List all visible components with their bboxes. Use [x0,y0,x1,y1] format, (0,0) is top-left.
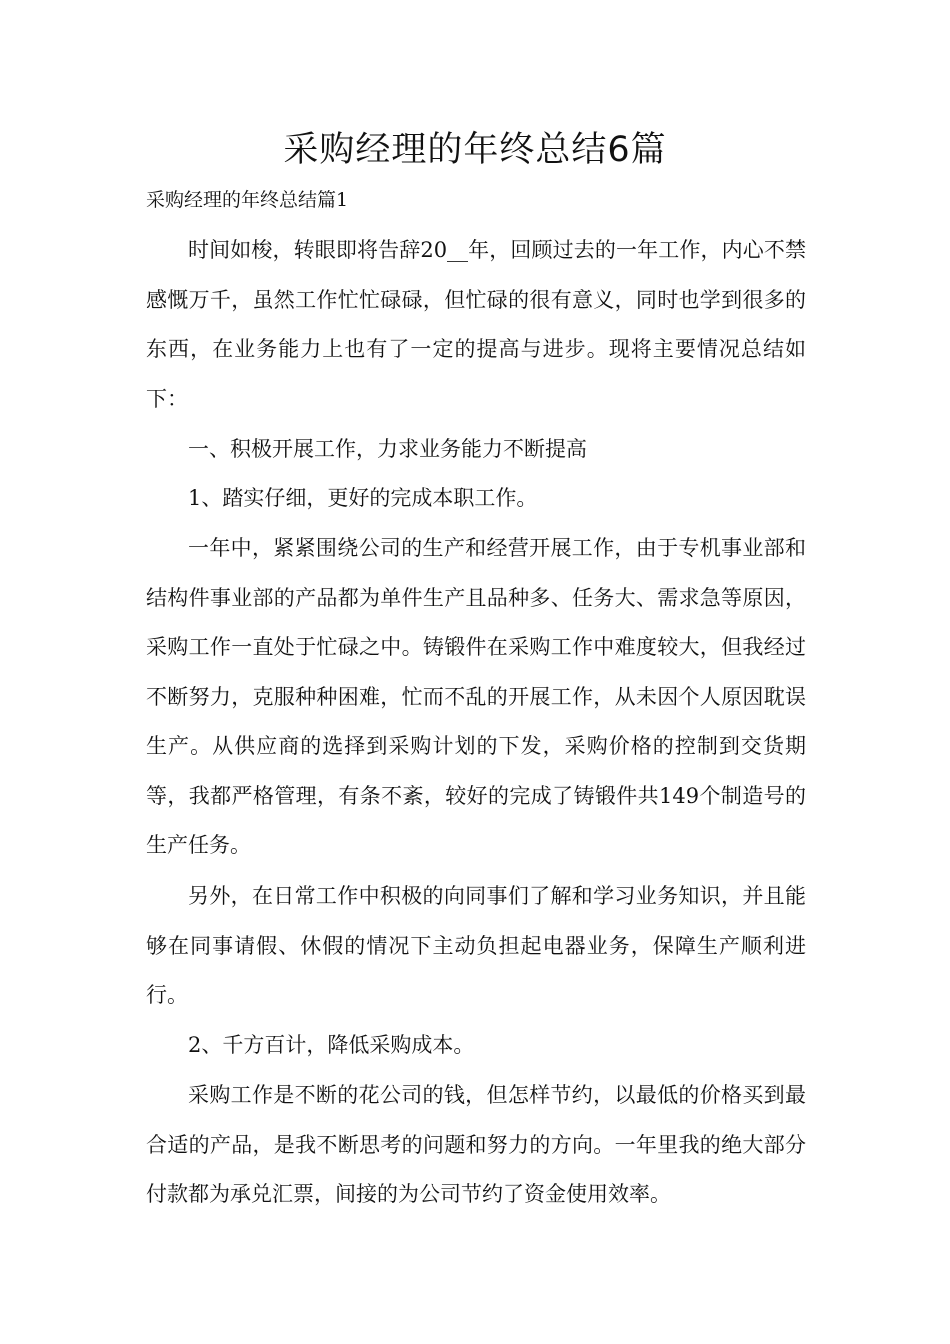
paragraph-work-detail: 一年中，紧紧围绕公司的生产和经营开展工作，由于专机事业部和结构件事业部的产品都为单件生产且品种多、任务大、需求急等原因，采购工作一直处于忙碌之中。铸锻件在采购工作中难度较大，但我经过不断努力，克服种种困难，忙而不乱的开展工作，从未因个人原因耽误生产。从供应商的选择到采购计划的下发，采购价格的控制到交货期等，我都严格管理，有条不紊，较好的完成了铸锻件共149个制造号的生产任务。 [146,536,806,857]
paragraph-item-2: 2、千方百计，降低采购成本。 [188,1033,475,1057]
paragraph-heading-1: 一、积极开展工作，力求业务能力不断提高 [188,437,587,461]
paragraph-other-work: 另外，在日常工作中积极的向同事们了解和学习业务知识，并且能够在同事请假、休假的情况下主动负担起电器业务，保障生产顺利进行。 [146,884,806,1007]
document-title: 采购经理的年终总结6篇 [283,130,667,170]
paragraph-cost: 采购工作是不断的花公司的钱，但怎样节约，以最低的价格买到最合适的产品，是我不断思考的问题和努力的方向。一年里我的绝大部分付款都为承兑汇票，间接的为公司节约了资金使用效率。 [146,1083,806,1206]
paragraph-item-1: 1、踏实仔细，更好的完成本职工作。 [188,486,538,510]
document-subtitle: 采购经理的年终总结篇1 [146,189,349,211]
paragraph-intro: 时间如梭，转眼即将告辞20__年，回顾过去的一年工作，内心不禁感慨万千，虽然工作忙忙碌碌，但忙碌的很有意义，同时也学到很多的东西，在业务能力上也有了一定的提高与进步。现将主要情况总结如下： [146,238,806,411]
